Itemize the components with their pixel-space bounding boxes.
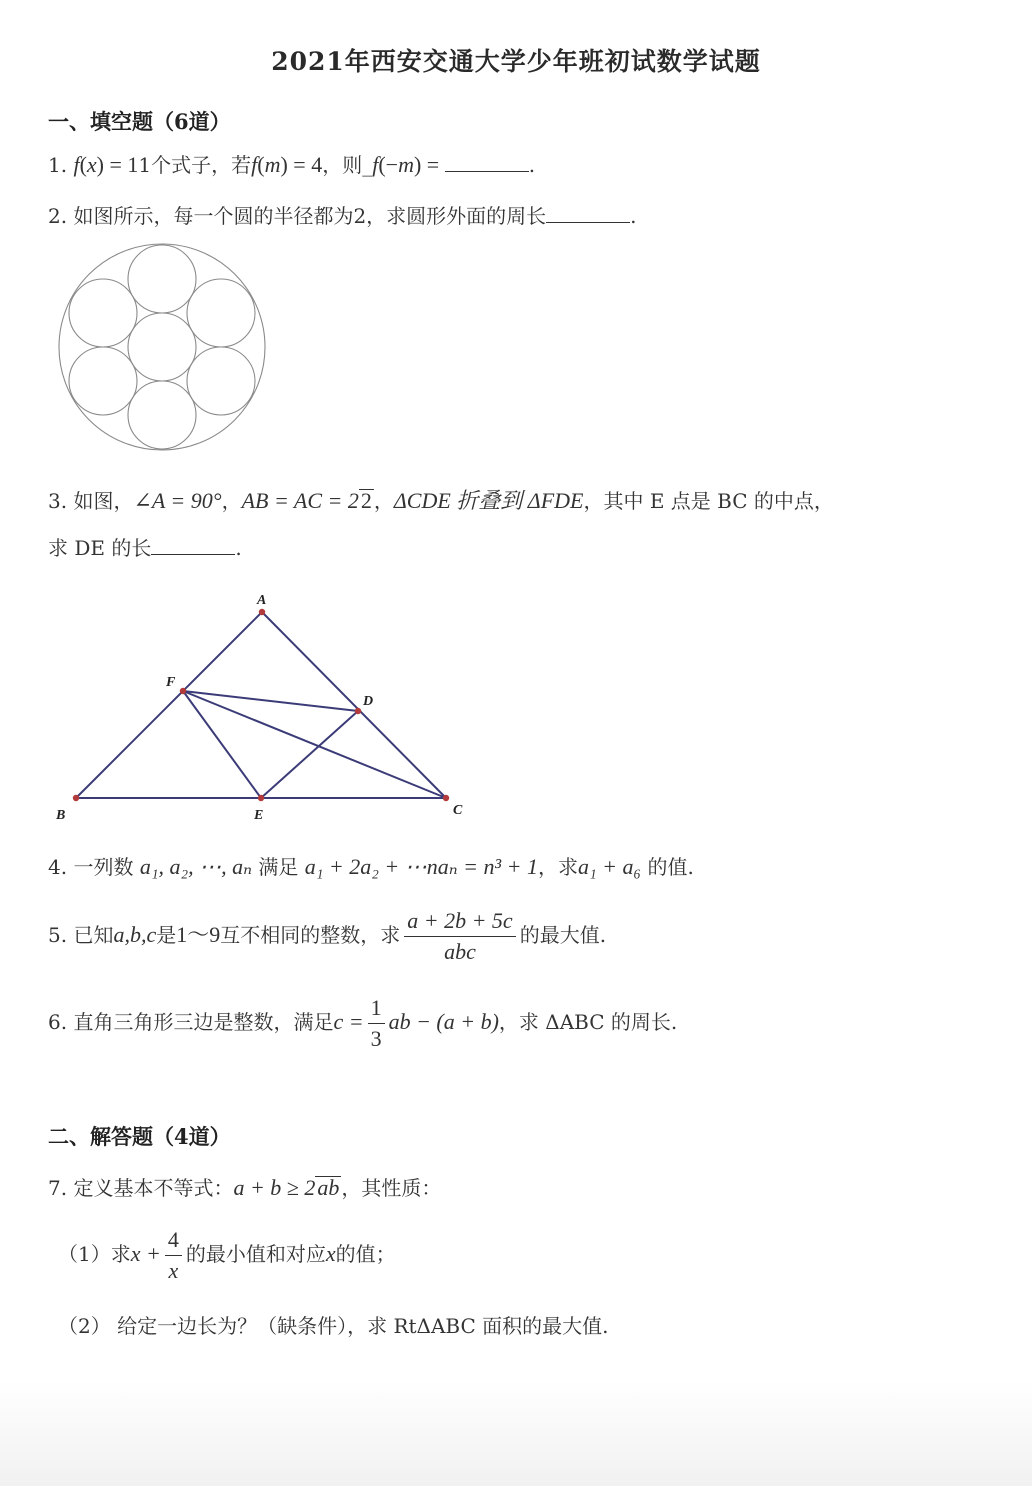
inner-circle: [69, 279, 137, 347]
answer-blank[interactable]: [445, 153, 529, 172]
seven-circles-figure: [55, 240, 270, 455]
fraction: $\frac{a + 2b + 5c}{\text{abc}}$: [404, 906, 515, 967]
question-3-line2: 求 DE 的长 .: [48, 536, 242, 560]
point-c: [443, 795, 449, 801]
question-6: 6. 直角三角形三边是整数，满足c = $\frac{1}{3}$ ab − (a + b)，求 ΔABC 的周长.: [48, 993, 677, 1054]
label-f: F: [166, 675, 176, 690]
question-5: 5. 已知a,b,c是1～9互不相同的整数，求 $\frac{a + 2b + 5c}{\text{abc}}$ 的最大值.: [48, 906, 606, 967]
point-a: [259, 609, 265, 615]
inner-circle: [187, 279, 255, 347]
question-3-line1: 3. 如图，∠A = 90°，AB = AC = 22 ，ΔCDE 折叠到 ΔFDE，其中 E 点是 BC 的中点，: [48, 488, 834, 513]
point-f: [180, 688, 186, 694]
question-7: 7. 定义基本不等式：a + b ≥ 2ab ，其性质：: [48, 1175, 442, 1200]
triangle-fold-figure: [40, 585, 500, 835]
outer-circle: [59, 244, 265, 450]
section-fill-blank-heading: 一、填空题（6道）: [48, 109, 231, 134]
question-7-part-2: （2） 给定一边长为？（缺条件），求 RtΔABC 面积的最大值.: [58, 1314, 609, 1338]
label-c: C: [453, 803, 463, 818]
label-b: B: [56, 808, 66, 823]
question-1: 1. f(x) = 11个式子，若f(m) = 4，则_f(−m) = .: [48, 152, 536, 177]
answer-blank[interactable]: [546, 204, 630, 223]
label-e: E: [254, 808, 264, 823]
inner-circle: [128, 313, 196, 381]
label-d: D: [363, 694, 374, 709]
fraction: $\frac{1}{3}$: [368, 993, 385, 1054]
section-solve-heading: 二、解答题（4道）: [48, 1124, 231, 1149]
page-bottom-shadow: [0, 1380, 1032, 1486]
inner-circle: [128, 381, 196, 449]
fraction: $\frac{4}{x}$: [165, 1225, 182, 1286]
page-title: 2021年西安交通大学少年班初试数学试题: [271, 47, 761, 76]
question-7-part-1: （1）求x + $\frac{4}{x}$ 的最小值和对应x的值；: [58, 1225, 396, 1286]
label-a: A: [257, 593, 267, 608]
point-b: [73, 795, 79, 801]
point-e: [258, 795, 264, 801]
inner-circle: [69, 347, 137, 415]
inner-circle: [187, 347, 255, 415]
question-4: 4. 一列数 a₁, a₂, ⋯, aₙ 满足 a₁ + 2a₂ + ⋯naₙ = n³ + 1，求a₁ + a₆ 的值.: [48, 854, 694, 879]
answer-blank[interactable]: [151, 536, 235, 555]
question-2: 2. 如图所示，每一个圆的半径都为2，求圆形外面的周长 .: [48, 204, 637, 228]
point-d: [355, 708, 361, 714]
inner-circle: [128, 245, 196, 313]
